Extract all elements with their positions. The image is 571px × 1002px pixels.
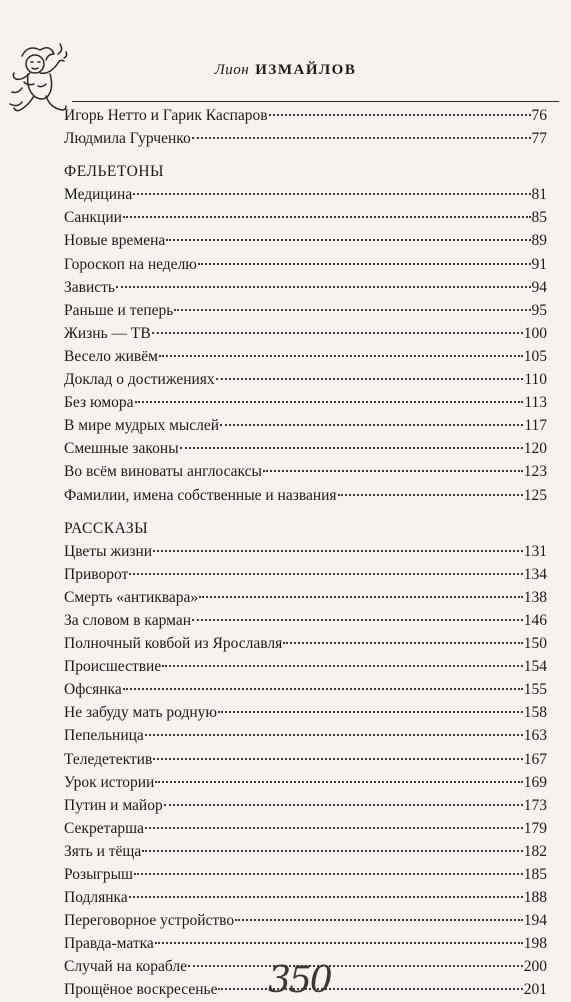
toc-entry [64,368,547,391]
toc-entry [64,460,547,483]
toc-entry-page: 167 [523,750,547,768]
toc-entry-page: 182 [523,842,547,860]
toc-entry-page: 125 [523,486,547,504]
running-header [0,62,571,79]
toc-entry-page: 173 [523,796,547,814]
dot-leader [145,734,523,736]
dot-leader [198,263,531,265]
toc-entry [64,299,547,322]
toc-entry-page: 120 [523,440,547,458]
toc-entry-title: Во всём виноваты англосаксы [64,463,262,481]
toc-entry-title: Раньше и теперь [64,301,174,319]
toc-entry [64,437,547,460]
toc-entry [64,701,547,724]
toc-entry-title: Новые времена [64,232,166,250]
toc-entry [64,632,547,655]
toc-entry [64,127,547,150]
toc-entry-title: В мире мудрых мыслей [64,417,220,435]
toc-entry-title: Гороскоп на неделю [64,255,197,273]
toc-entry-page: 188 [523,889,547,907]
toc-entry-page: 163 [523,727,547,745]
toc-entry [64,391,547,414]
toc-entry-page: 169 [523,773,547,791]
toc-entry-page: 85 [531,209,547,227]
dot-leader [166,239,530,241]
dot-leader [153,550,523,552]
dot-leader [269,114,531,116]
dot-leader [134,873,523,875]
toc-entry-title: Подлянка [64,889,128,907]
table-of-contents [64,104,547,1002]
toc-entry [64,748,547,771]
toc-entry-page: 81 [531,186,547,204]
dot-leader [145,827,523,829]
dot-leader [188,965,523,967]
dot-leader [135,401,524,403]
toc-entry-page: 89 [531,232,547,250]
author-first-name: Лион [214,62,250,78]
dot-leader [159,355,523,357]
toc-entry-page: 179 [523,819,547,837]
toc-entry [64,609,547,632]
toc-entry-title: Людмила Гурченко [64,130,191,148]
toc-entry-title: Прощёное воскресенье [64,981,218,999]
dot-leader [155,942,523,944]
toc-section-feuilletons [64,160,547,506]
toc-entry-title: Случай на корабле [64,958,187,976]
dot-leader [192,619,523,621]
toc-entry-page: 146 [523,611,547,629]
dot-leader [216,378,524,380]
toc-entry-title: Секретарша [64,819,144,837]
dot-leader [116,286,531,288]
toc-entry-title: Розыгрыш [64,866,133,883]
dot-leader [235,919,523,921]
toc-entry-page: 100 [523,324,547,342]
toc-entry-page: 110 [524,371,547,389]
toc-section-stories [64,517,547,1002]
toc-entry-page: 95 [531,301,547,319]
toc-entry-title: Переговорное устройство [64,912,235,930]
toc-entry-title: Теледетектив [64,750,153,768]
toc-entry-page: 158 [523,704,547,722]
section-heading: РАССКАЗЫ [64,519,149,537]
toc-entry [64,863,547,886]
dot-leader [218,711,523,713]
toc-entry [64,724,547,747]
toc-entry-title: Зять и тёща [64,842,142,860]
dot-leader [180,447,523,449]
toc-entry [64,484,547,507]
toc-entry-title: Весело живём [64,347,158,365]
toc-entry-page: 117 [524,417,547,435]
toc-entry-page: 94 [531,278,547,296]
toc-entry-title: Пепельница [64,727,144,745]
toc-entry-page: 185 [523,866,547,883]
toc-entry-title: Медицина [64,186,133,204]
dot-leader [192,137,531,139]
toc-entry-page: 198 [523,935,547,953]
dot-leader [218,988,522,990]
toc-entry-page: 134 [523,565,547,583]
toc-entry [64,586,547,609]
toc-entry [64,229,547,252]
toc-entry-title: Цветы жизни [64,542,153,560]
toc-entry-title: Не забуду мать родную [64,704,217,722]
dot-leader [283,642,523,644]
toc-entry-title: Игорь Нетто и Гарик Каспаров [64,107,268,124]
toc-entry [64,817,547,840]
toc-entry-page: 154 [523,658,547,676]
toc-entry [64,840,547,863]
section-heading: ФЕЛЬЕТОНЫ [64,163,165,181]
toc-entry-page: 76 [531,107,547,124]
toc-entry-page: 138 [523,588,547,606]
handwritten-page-number: 350 [268,960,331,1001]
toc-entry [64,678,547,701]
toc-entry-title: Происшествие [64,658,162,676]
toc-entry-title: Зависть [64,278,115,296]
toc-entry-title: Доклад о достижениях [64,371,215,389]
toc-entry [64,932,547,955]
toc-entry-page: 200 [523,958,547,976]
dot-leader [123,688,523,690]
dot-leader [153,758,522,760]
toc-entry-title: Смешные законы [64,440,179,458]
toc-entry-page: 113 [524,394,547,412]
dot-leader [338,494,523,496]
toc-entry-title: За словом в карман [64,611,191,629]
dot-leader [142,850,522,852]
toc-entry-page: 201 [523,981,547,999]
toc-entry-title: Санкции [64,209,122,227]
toc-entry [64,909,547,932]
toc-entry [64,540,547,563]
toc-entry [64,345,547,368]
toc-entry-page: 105 [523,347,547,365]
toc-entry [64,771,547,794]
toc-entry [64,206,547,229]
dot-leader [152,332,523,334]
toc-entry-title: Урок истории [64,773,155,791]
dot-leader [199,596,523,598]
dot-leader [123,216,531,218]
dot-leader [220,424,523,426]
toc-entry-title: Путин и майор [64,796,163,814]
toc-entry-title: Приворот [64,565,129,583]
toc-entry-title: Смерть «антиквара» [64,588,199,606]
toc-entry-page: 91 [531,255,547,273]
header-rule [72,101,559,102]
toc-entry [64,183,547,206]
toc-entry [64,886,547,909]
toc-entry-title: Фамилии, имена собственные и названия [64,486,337,504]
dot-leader [133,193,530,195]
toc-entry [64,414,547,437]
toc-entry [64,276,547,299]
dot-leader [129,573,522,575]
toc-entry-page: 123 [523,463,547,481]
toc-entry [64,322,547,345]
toc-entry [64,104,547,127]
toc-entry-page: 194 [523,912,547,930]
toc-entry [64,655,547,678]
dot-leader [129,896,523,898]
dot-leader [174,309,530,311]
toc-entry-title: Правда-матка [64,935,154,953]
toc-entry-page: 131 [523,542,547,560]
dot-leader [155,781,522,783]
toc-entry-page: 155 [523,681,547,699]
toc-entry [64,253,547,276]
toc-entry-page: 150 [523,635,547,653]
toc-entry-title: Без юмора [64,394,134,412]
toc-entry-page: 77 [531,130,547,148]
dot-leader [263,470,523,472]
toc-entry-title: Полночный ковбой из Ярославля [64,635,283,653]
toc-entry [64,563,547,586]
author-last-name: ИЗМАЙЛОВ [255,62,357,78]
dot-leader [162,665,523,667]
toc-entry-title: Жизнь — ТВ [64,324,151,342]
dot-leader [164,804,523,806]
toc-entry-title: Офсянка [64,681,122,699]
toc-entry [64,794,547,817]
